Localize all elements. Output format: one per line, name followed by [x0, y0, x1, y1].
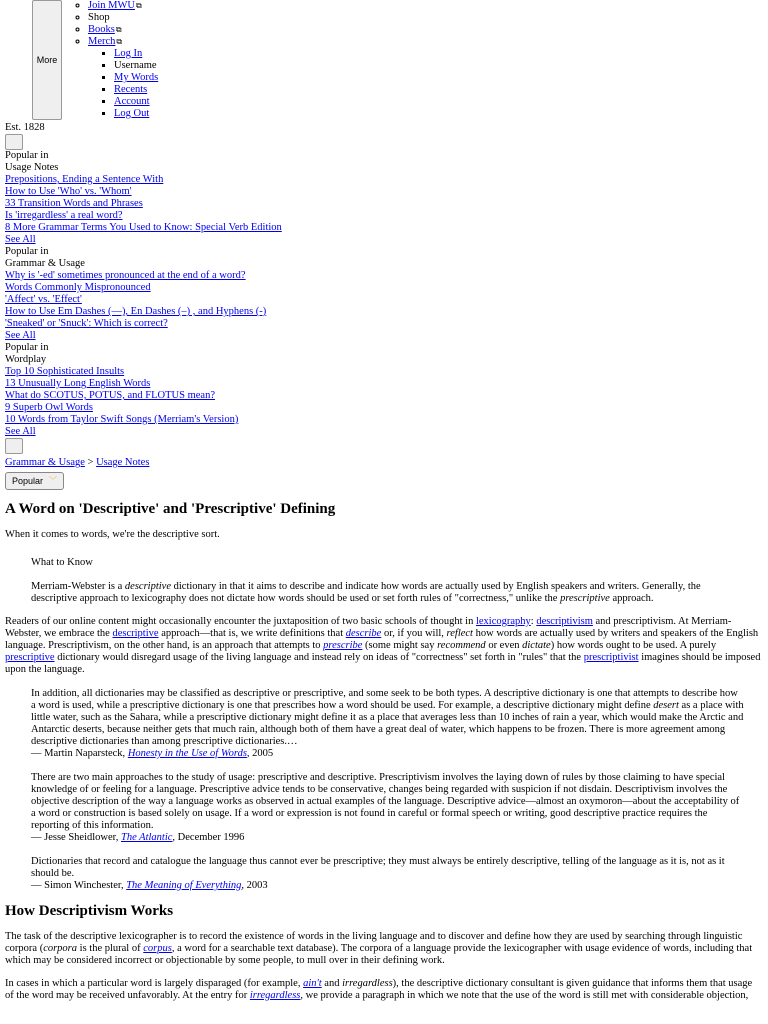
link-prescriptivist[interactable]: prescriptivist [583, 652, 639, 663]
see-all-link[interactable]: See All [5, 234, 36, 245]
account-item [114, 108, 158, 120]
popular-list-item [5, 198, 768, 210]
popular-category: Grammar & Usage [5, 258, 85, 269]
popular-link[interactable]: What do SCOTUS, POTUS, and FLOTUS mean? [5, 390, 215, 401]
link-atlantic[interactable]: The Atlantic [120, 832, 173, 843]
popular-category: Usage Notes [5, 162, 59, 173]
more-button[interactable]: More [32, 0, 62, 120]
popular-list-item [5, 282, 768, 294]
popular-link[interactable]: Is 'irregardless' a real word? [5, 210, 123, 221]
popular-list-item [5, 414, 768, 426]
breadcrumb [0, 457, 768, 469]
popular-list-item [5, 234, 768, 246]
account-item [114, 84, 158, 96]
quote-winchester: Dictionaries that record and catalogue the language thus cannot ever be prescriptive; they must always be entirely descriptive, telling of the language as it is, not as it should be. — Simon Winchester, The Meaning of Everything, 2003 [31, 856, 725, 891]
popular-list-item [5, 426, 768, 438]
what-to-know-body: Merriam-Webster is a descriptive dictionary in that it aims to describe and indicate how words are actually used by English speakers and writers. Generally, the descriptive approach to lexicography does not dictate how words should be used or set forth rules of "correctness," unlike the prescriptive approach. [31, 581, 701, 604]
account-item [114, 48, 158, 60]
link-honesty[interactable]: Honesty in the Use of Words [127, 748, 247, 759]
popular-link[interactable]: 33 Transition Words and Phrases [5, 198, 143, 209]
popular-link[interactable]: Prepositions, Ending a Sentence With [5, 174, 164, 185]
popular-list-item [5, 366, 768, 378]
popular-list-item [5, 378, 768, 390]
popular-toggle-button[interactable] [5, 134, 23, 150]
link-corpus[interactable]: corpus [143, 943, 172, 954]
article-title: A Word on 'Descriptive' and 'Prescriptive' Defining [5, 501, 336, 517]
popular-link[interactable]: Why is '-ed' sometimes pronounced at the end of a word? [5, 270, 246, 281]
link-prescribe[interactable]: prescribe [323, 640, 363, 651]
sort-select[interactable] [5, 472, 64, 490]
breadcrumb-grammar-usage[interactable]: Grammar & Usage [5, 457, 85, 468]
see-all-link[interactable]: See All [5, 330, 36, 341]
books-link[interactable]: Books [88, 24, 115, 35]
login-link[interactable]: Log In [114, 48, 143, 59]
popular-block [0, 342, 768, 438]
popular-list-item [5, 222, 768, 234]
join-label: Join MWU [88, 0, 135, 11]
paragraph-disparaged: In cases in which a particular word is largely disparaged (for example, ain't and irregardless), the descriptive dictionary consultant is given guidance that informs them that usage of the word may be received unfavorably. At the entry for irregardless, we provide a paragraph in which we note that the use of the word is still met with considerable objection, [5, 978, 753, 1001]
popular-link[interactable]: 10 Words from Taylor Swift Songs (Merriam's Version) [5, 414, 239, 425]
link-prescriptive[interactable]: prescriptive [5, 652, 55, 663]
merch-link[interactable]: Merch [88, 36, 116, 47]
link-descriptivism[interactable]: descriptivism [536, 616, 593, 627]
external-link-icon: ⧉ [116, 37, 123, 46]
external-link-icon: ⧉ [115, 25, 122, 34]
link-irregardless[interactable]: irregardless [249, 990, 301, 1001]
quote-naparsteck: In addition, all dictionaries may be classified as descriptive or prescriptive, and some seek to be both types. A descriptive dictionary is one that attempts to describe how a word is used, while a prescriptive dictionary is one that prescribes how a word should be used. For example, a descriptive dictionary might define desert as a place with little water, such as the Sahara, while a prescriptive dictionary might define it as a place that averages less than 10 inches of rain a year, which would make the Arctic and Antarctic deserts, because neither gets that much rain, although both of them have a great deal of water, which happens to be frozen. There is more agreement among descriptive dictionaries than among prescriptive dictionaries.… — Martin Naparsteck, Honesty in the Use of Words, 2005 [31, 688, 744, 759]
popular-block [0, 150, 768, 246]
account-item [114, 72, 158, 84]
link-meaning-of-everything[interactable]: The Meaning of Everything [126, 880, 242, 891]
popular-list-item [5, 318, 768, 330]
popular-list-item [5, 210, 768, 222]
est-label: Est. 1828 [5, 122, 45, 133]
link-aint[interactable]: ain't [303, 978, 322, 989]
top-menu [0, 0, 768, 133]
popular-heading: Popular in [5, 150, 49, 161]
popular-link[interactable]: 9 Superb Owl Words [5, 402, 93, 413]
more-menu-list [64, 0, 159, 119]
popular-link[interactable]: 13 Unusually Long English Words [5, 378, 151, 389]
breadcrumb-usage-notes[interactable]: Usage Notes [96, 457, 150, 468]
sort-select-value: Popular [12, 476, 44, 486]
popular-heading: Popular in [5, 246, 49, 257]
account-menu [88, 48, 158, 120]
popular-list-item [5, 294, 768, 306]
popular-list-item [5, 306, 768, 318]
popular-link[interactable]: 'Affect' vs. 'Effect' [5, 294, 82, 305]
account-item-username: ▪ Username [114, 60, 158, 72]
quote-sheidlower: There are two main approaches to the study of usage: prescriptive and descriptive. Prescriptivism involves the laying down of rules by those claiming to have special knowledge of or feeling for a language. Prescriptive advice tends to be conservative, changes being regarded with suspicion if not disdain. Descriptivism involves the objective description of the way a language works as observed in actual examples of the language. Descriptive advice—almost an oxymoron—about the acceptability of a word or construction is based solely on usage. If a word or expression is not found in careful or formal speech or writing, good descriptive practice requires the reporting of this information. — Jesse Sheidlower, The Atlantic, December 1996 [31, 772, 740, 843]
account-item [114, 96, 158, 108]
popular-list-item [5, 270, 768, 282]
join-link[interactable] [88, 0, 135, 11]
popular-list-item [5, 186, 768, 198]
chevron-down-icon: ﹀ [49, 476, 58, 485]
paragraph-how-descriptivism: The task of the descriptive lexicographer is to record the existence of words in the living language and to discover and define how they are used by searching through linguistic corpora (corpora is the plural of corpus, a word for a searchable text database). The corpora of a language provide the lexicographer with usage evidence of words, including that which may be considered incorrect or objectionable by some people, to mull over in their defining work. [5, 931, 753, 966]
menu-item-shop[interactable]: ◦ Shop [88, 12, 158, 24]
popular-list-item [5, 402, 768, 414]
popular-link[interactable]: 8 More Grammar Terms You Used to Know: Special Verb Edition [5, 222, 282, 233]
paragraph-intro: Readers of our online content might occasionally encounter the juxtaposition of two basic schools of thought in lexicography: descriptivism and prescriptivism. At Merriam-Webster, we embrace the descriptive approach—that is, we write definitions that describe or, if you will, reflect how words are actually used by writers and speakers of the English language. Prescriptivism, on the other hand, is an approach that attempts to prescribe (some might say recommend or even dictate) how words ought to be used. A purely prescriptive dictionary would disregard usage of the living language and instead rely on ideas of "correctness" set forth in "rules" that the prescriptivist imagines should be imposed upon the language. [5, 616, 761, 675]
account-link[interactable]: Account [114, 96, 150, 107]
menu-item-join [88, 0, 158, 12]
popular-section [0, 150, 768, 438]
popular-heading: Popular in [5, 342, 49, 353]
popular-link[interactable]: How to Use 'Who' vs. 'Whom' [5, 186, 132, 197]
popular-link[interactable]: Words Commonly Mispronounced [5, 282, 151, 293]
popular-list-item [5, 330, 768, 342]
section-heading: How Descriptivism Works [5, 903, 174, 919]
popular-link[interactable]: Top 10 Sophisticated Insults [5, 366, 125, 377]
logout-link[interactable]: Log Out [114, 108, 150, 119]
what-to-know-heading: What to Know [31, 557, 93, 568]
breadcrumb-separator: > [87, 457, 94, 468]
popular-block [0, 246, 768, 342]
external-link-icon: ⧉ [135, 1, 142, 10]
my-words-link[interactable]: My Words [114, 72, 159, 83]
article-subtitle: When it comes to words, we're the descriptive sort. [5, 529, 220, 540]
see-all-link[interactable]: See All [5, 426, 36, 437]
popular-list-item [5, 174, 768, 186]
menu-item-books [88, 24, 158, 36]
popular-link[interactable]: 'Sneaked' or 'Snuck': Which is correct? [5, 318, 168, 329]
popular-category: Wordplay [5, 354, 47, 365]
link-descriptive[interactable]: descriptive [112, 628, 159, 639]
link-lexicography[interactable]: lexicography [475, 616, 531, 627]
collapse-button[interactable] [5, 438, 23, 454]
menu-item-merch [88, 36, 159, 119]
popular-list-item [5, 390, 768, 402]
popular-link[interactable]: How to Use Em Dashes (—), En Dashes (–) , and Hyphens (-) [5, 306, 267, 317]
recents-link[interactable]: Recents [114, 84, 148, 95]
link-describe[interactable]: describe [345, 628, 382, 639]
